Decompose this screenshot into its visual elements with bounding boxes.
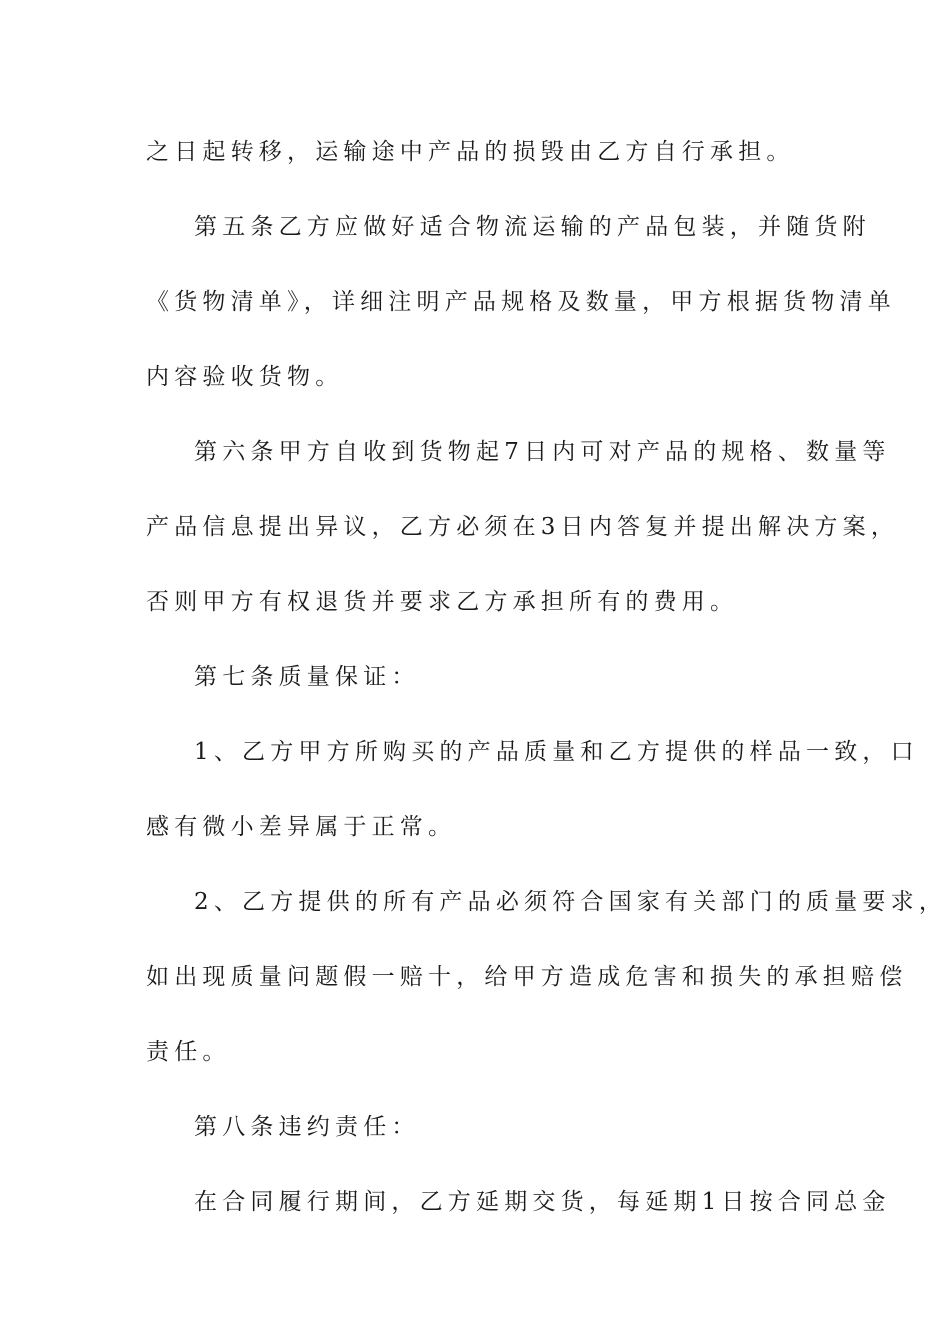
text-line: 第六条甲方自收到货物起7日内可对产品的规格、数量等	[194, 439, 891, 465]
text-line: 2、乙方提供的所有产品必须符合国家有关部门的质量要求，	[194, 889, 948, 915]
text-line: 第五条乙方应做好适合物流运输的产品包装，并随货附	[194, 214, 871, 240]
text-line: 感有微小差异属于正常。	[146, 814, 457, 840]
text-line: 责任。	[146, 1039, 231, 1065]
text-line: 之日起转移，运输途中产品的损毁由乙方自行承担。	[146, 139, 795, 165]
text-line: 内容验收货物。	[146, 364, 344, 390]
text-line: 如出现质量问题假一赔十，给甲方造成危害和损失的承担赔偿	[146, 964, 908, 990]
text-line: 在合同履行期间，乙方延期交货，每延期1日按合同总金	[194, 1189, 891, 1215]
text-line: 否则甲方有权退货并要求乙方承担所有的费用。	[146, 589, 739, 615]
text-line: 产品信息提出异议，乙方必须在3日内答复并提出解决方案，	[146, 514, 900, 540]
text-line: 第七条质量保证：	[194, 664, 420, 690]
text-line: 第八条违约责任：	[194, 1114, 420, 1140]
text-line: 1、乙方甲方所购买的产品质量和乙方提供的样品一致，口	[194, 739, 919, 765]
text-line: 《货物清单》，详细注明产品规格及数量，甲方根据货物清单	[146, 289, 896, 315]
